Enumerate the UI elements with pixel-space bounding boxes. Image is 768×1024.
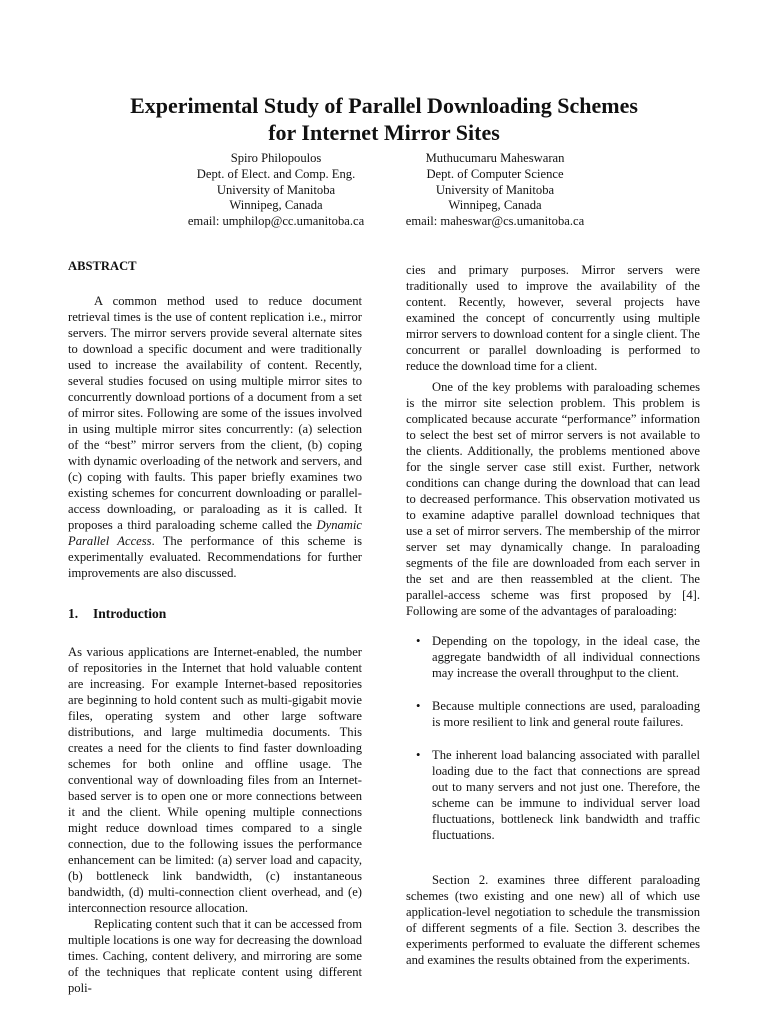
author-block-2 — [350, 151, 640, 230]
intro-paragraph-3: One of the key problems with paraloading schemes is the mirror site selection problem. This problem is complicated because accurate “performance” information to select the best set of mirror servers is not available to the clients. Additionally, the problems mentioned above for the single server case still exist. Further, network conditions can change during the download that can lead to decreased performance. This observation motivated us to examine adaptive parallel download techniques that use a set of mirror servers. The membership of the mirror server set may dynamically change. In paraloading segments of the file are downloaded from each server in the set and are then reassembled at the client. The parallel-access scheme was first proposed by [4]. Following are some of the advantages of paraloading: — [406, 380, 700, 618]
author-name: Spiro Philopoulos — [230, 151, 322, 165]
list-item-text: Depending on the topology, in the ideal case, the aggregate bandwidth of all individual connections may increase the overall throughput to the client. — [432, 634, 700, 680]
bullet-icon: • — [416, 748, 421, 762]
author-email: email: umphilop@cc.umanitoba.ca — [187, 214, 365, 229]
author-dept: Dept. of Elect. and Comp. Eng. — [196, 166, 356, 181]
bullet-icon: • — [416, 699, 421, 713]
section-heading-introduction — [68, 606, 362, 622]
list-item — [416, 747, 700, 843]
left-column — [68, 258, 362, 996]
paper-title — [60, 92, 708, 146]
section-number: 1. — [68, 606, 79, 621]
advantages-list — [406, 633, 700, 843]
abstract-scheme-name: Dynamic Parallel Access — [68, 518, 362, 548]
intro-paragraph-2-continued: cies and primary purposes. Mirror servers were traditionally used to improve the availability of the content. Recently, however, several projects have examined the concept of concurrently using multiple mirror servers to download content for a single client. The concurrent or parallel downloading is performed to reduce the download time for a client. — [406, 263, 700, 373]
author-city: Winnipeg, Canada — [448, 198, 542, 213]
bullet-icon: • — [416, 634, 421, 648]
list-item — [416, 633, 700, 681]
section-title: Introduction — [93, 606, 167, 621]
list-item-text: The inherent load balancing associated with parallel loading due to the fact that connections are spread out to many servers and not just one. Therefore, the scheme can be immune to individual server load fluctuations, bottleneck link bandwidth and traffic fluctuations. — [432, 748, 700, 842]
abstract-heading: ABSTRACT — [68, 259, 137, 273]
title-line-1: Experimental Study of Parallel Downloading Schemes — [130, 93, 638, 118]
title-line-2: for Internet Mirror Sites — [268, 120, 500, 145]
author-univ: University of Manitoba — [216, 182, 336, 197]
list-item-text: Because multiple connections are used, paraloading is more resilient to link and general route failures. — [432, 699, 700, 729]
list-item — [416, 698, 700, 730]
intro-paragraph-2-start: Replicating content such that it can be accessed from multiple locations is one way for decreasing the download times. Caching, content delivery, and mirroring are some of the techniques that replicate content using different poli- — [68, 917, 362, 995]
author-city: Winnipeg, Canada — [229, 198, 323, 213]
author-name: Muthucumaru Maheswaran — [425, 151, 565, 165]
abstract-text-start: A common method used to reduce document retrieval times is the use of content replication i.e., mirror servers. The mirror servers provide several alternate sites to download a specific document and were traditionally used to increase the availability of content. Recently, several studies focused on using multiple mirror sites to concurrently download portions of a document from a set of mirror sites. Following are some of the issues involved in using multiple mirror sites concurrently: (a) selection of the “best” mirror servers from the client, (b) coping with dynamic overloading of the network and servers, and (c) coping with faults. This paper briefly examines two existing schemes for concurrent downloading or parallel-access downloading, or paraloading as it is called. It proposes a third paraloading scheme called the — [68, 294, 362, 532]
author-dept: Dept. of Computer Science — [426, 166, 564, 181]
author-univ: University of Manitoba — [435, 182, 555, 197]
abstract-text-end: . The performance of this scheme is experimentally evaluated. Recommendations for further improvements are also discussed. — [68, 534, 362, 580]
intro-paragraph-4: Section 2. examines three different paraloading schemes (two existing and one new) all of which use application-level negotiation to schedule the transmission of different segments of a file. Section 3. describes the experiments performed to evaluate the different schemes and examines the results obtained from the experiments. — [406, 873, 700, 967]
right-column — [406, 262, 700, 968]
intro-paragraph-1: As various applications are Internet-enabled, the number of repositories in the Internet that hold valuable content are increasing. For example Internet-based repositories are beginning to hold content such as multi-gigabit movie files, operating system and other large software distributions, and large multimedia documents. This creates a need for the clients to find faster downloading schemes for both online and offline usage. The conventional way of downloading files from an Internet-based server is to open one or more connections between it and the client. While opening multiple connections might reduce download times compared to a single connection, due to the following issues the performance enhancement can be limited: (a) server load and capacity, (b) bottleneck link bandwidth, (c) instantaneous bandwidth, (d) multi-connection client overhead, and (e) interconnection resource allocation. — [68, 645, 362, 915]
abstract-paragraph — [68, 293, 362, 581]
author-email: email: maheswar@cs.umanitoba.ca — [405, 214, 585, 229]
